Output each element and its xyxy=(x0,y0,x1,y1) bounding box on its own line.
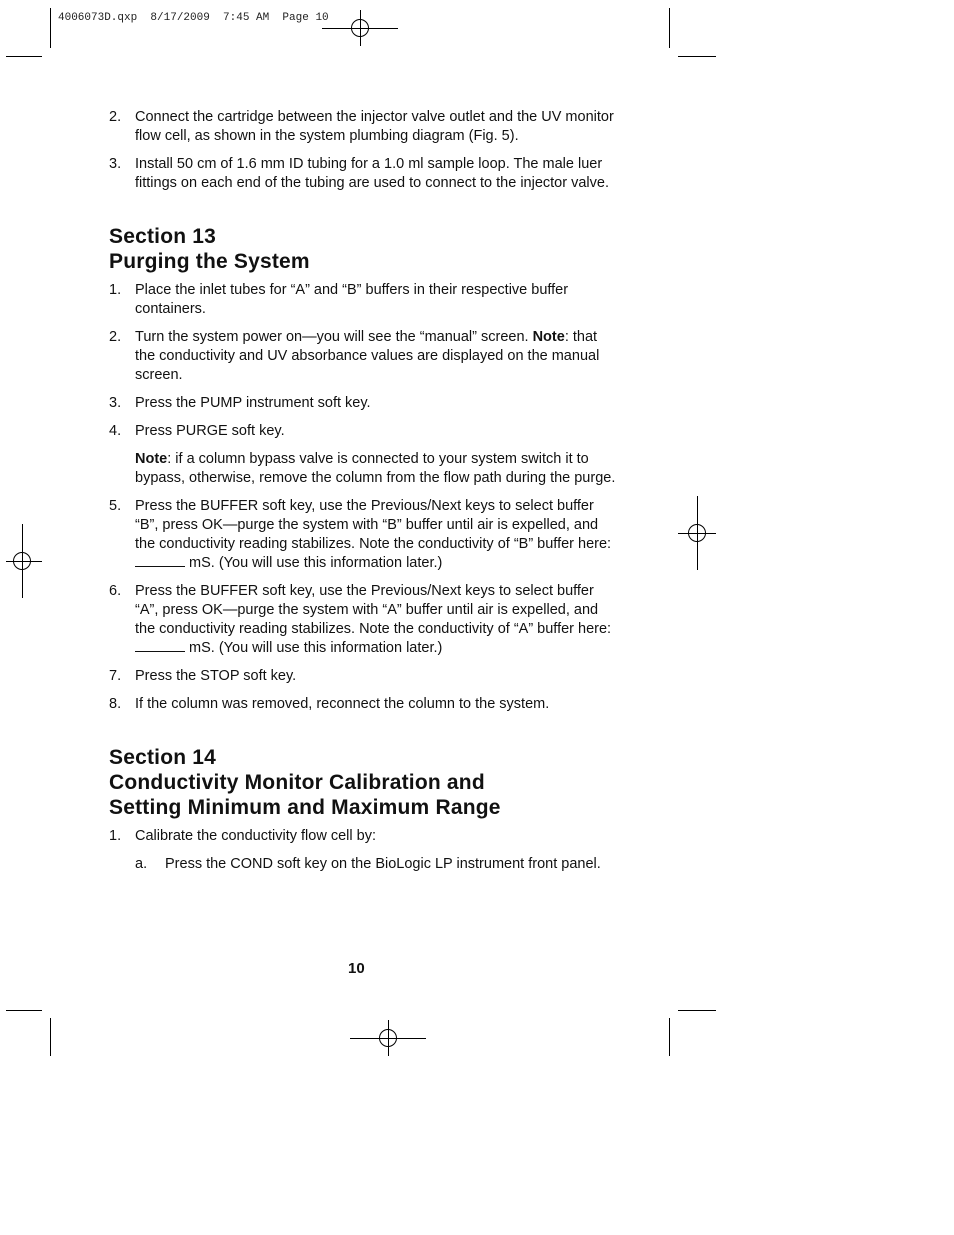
crop-mark xyxy=(6,56,42,57)
fill-in-blank xyxy=(135,554,185,567)
registration-mark-icon xyxy=(13,552,31,570)
purge-note: Note: if a column bypass valve is connected to your system switch it to bypass, otherwise, remove the column from the flow path during the purge. xyxy=(135,451,616,486)
list-item: 2. Connect the cartridge between the injector valve outlet and the UV monitor flow cell, as shown in the system plumbing diagram (Fig. 5). xyxy=(109,109,614,144)
registration-mark-icon xyxy=(688,524,706,542)
list-item: 7. Press the STOP soft key. xyxy=(109,668,297,684)
list-item: 6. Press the BUFFER soft key, use the Previous/Next keys to select buffer “A”, press OK—purge the system with “A” buffer until air is expelled, and the conductivity reading stabilizes. Note the conductivity of “A” buffer here: mS. (You will use this information later.) xyxy=(109,583,612,656)
list-item: 2. Turn the system power on—you will see the “manual” screen. Note: that the conductivity and UV absorbance values are displayed on the manual screen. xyxy=(109,329,600,383)
registration-mark-icon xyxy=(351,19,369,37)
crop-mark xyxy=(678,1010,716,1011)
crop-mark xyxy=(669,1018,670,1056)
list-item: 4. Press PURGE soft key. xyxy=(109,423,285,439)
list-item: 1. Place the inlet tubes for “A” and “B” buffers in their respective buffer containers. xyxy=(109,282,569,317)
list-item: 8. If the column was removed, reconnect the column to the system. xyxy=(109,696,550,712)
list-item: 3. Install 50 cm of 1.6 mm ID tubing for a 1.0 ml sample loop. The male luer fittings on each end of the tubing are used to connect to the injector valve. xyxy=(109,156,609,191)
crop-mark xyxy=(678,56,716,57)
section-14-heading: Section 14 Conductivity Monitor Calibration and Setting Minimum and Maximum Range xyxy=(109,746,501,819)
list-item: 5. Press the BUFFER soft key, use the Previous/Next keys to select buffer “B”, press OK—purge the system with “B” buffer until air is expelled, and the conductivity reading stabilizes. Note the conductivity of “B” buffer here: mS. (You will use this information later.) xyxy=(109,498,612,571)
crop-mark xyxy=(50,1018,51,1056)
list-item: 1. Calibrate the conductivity flow cell by: xyxy=(109,828,376,844)
page-content xyxy=(109,108,619,874)
note-label: Note xyxy=(135,451,168,467)
fill-in-blank xyxy=(135,639,185,652)
section-13-steps xyxy=(109,281,619,441)
sub-list-item: a. Press the COND soft key on the BioLogic LP instrument front panel. xyxy=(135,856,601,872)
section-14-steps xyxy=(109,827,619,846)
intro-steps xyxy=(109,108,619,193)
crop-mark xyxy=(669,8,670,48)
registration-mark-icon xyxy=(379,1029,397,1047)
section-13-heading: Section 13 Purging the System xyxy=(109,225,310,273)
section-13-steps-cont xyxy=(109,497,619,714)
list-item: 3. Press the PUMP instrument soft key. xyxy=(109,395,371,411)
crop-mark xyxy=(50,8,51,48)
file-slug: 4006073D.qxp 8/17/2009 7:45 AM Page 10 xyxy=(58,12,329,24)
crop-mark xyxy=(6,1010,42,1011)
note-label: Note xyxy=(532,329,565,345)
page-number: 10 xyxy=(348,960,365,977)
